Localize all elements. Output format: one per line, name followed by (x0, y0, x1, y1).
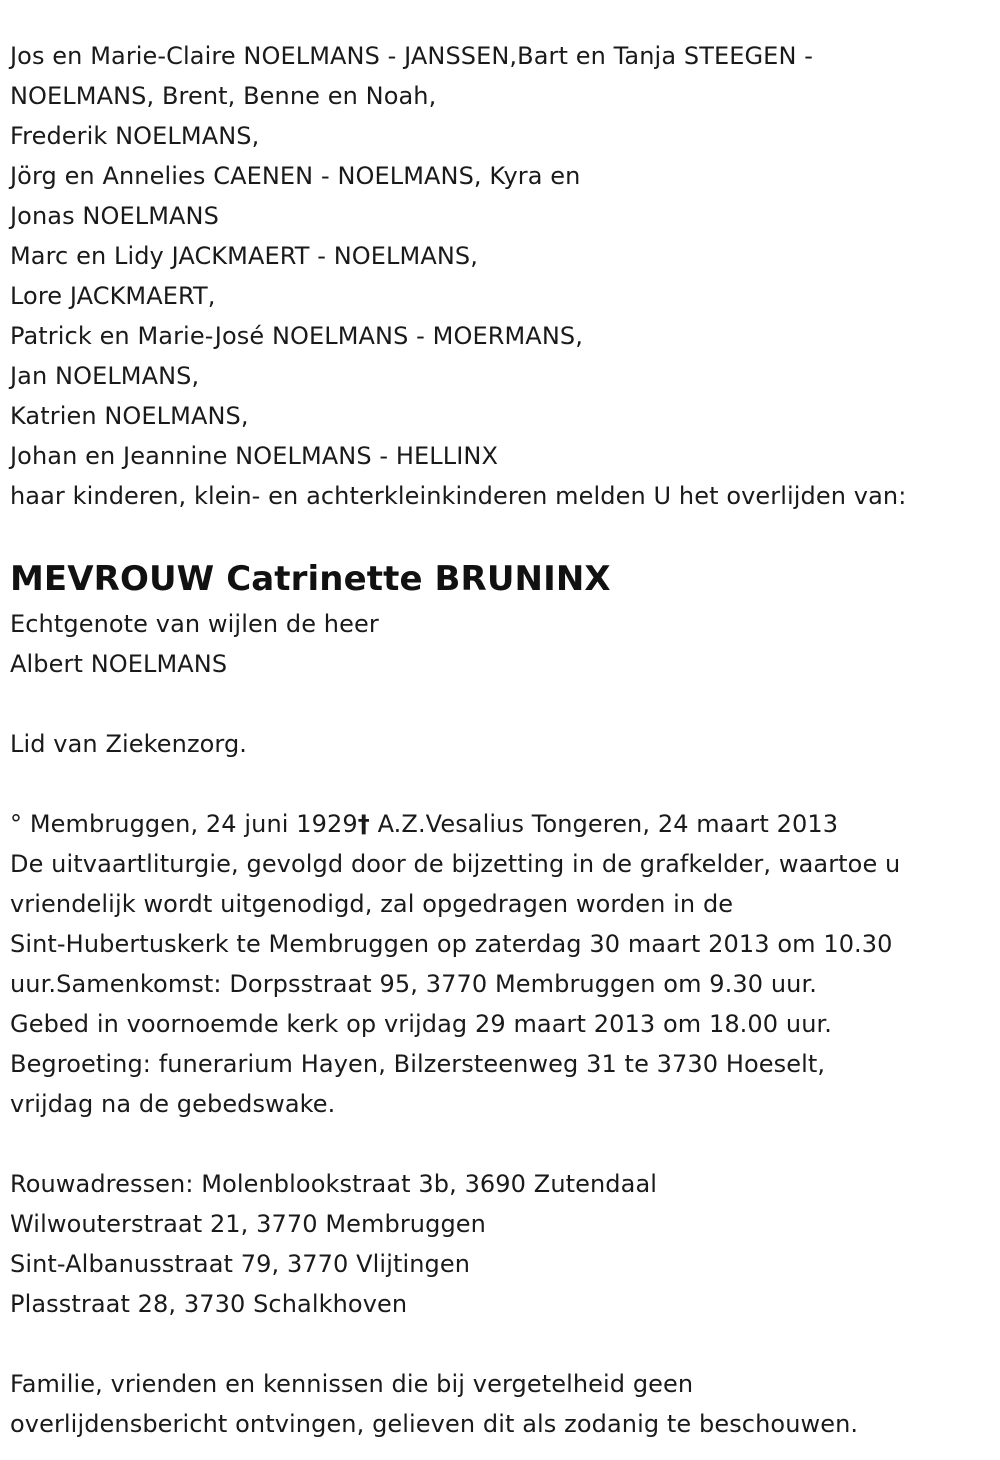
service-line: vrijdag na de gebedswake. (10, 1090, 336, 1118)
spouse-line: Echtgenote van wijlen de heer (10, 610, 379, 638)
service-line: uur.Samenkomst: Dorpsstraat 95, 3770 Membruggen om 9.30 uur. (10, 970, 817, 998)
closing-note (10, 1364, 995, 1444)
announcement-line: haar kinderen, klein- en achterkleinkinderen melden U het overlijden van: (10, 482, 907, 510)
family-line: Johan en Jeannine NOELMANS - HELLINX (10, 442, 499, 470)
death-info: A.Z.Vesalius Tongeren, 24 maart 2013 (369, 810, 839, 838)
spouse-name: Albert NOELMANS (10, 650, 228, 678)
family-line: Jörg en Annelies CAENEN - NOELMANS, Kyra en (10, 162, 581, 190)
family-announcement (10, 36, 995, 516)
family-line: Marc en Lidy JACKMAERT - NOELMANS, (10, 242, 478, 270)
service-line: Sint-Hubertuskerk te Membruggen op zaterdag 30 maart 2013 om 10.30 (10, 930, 893, 958)
family-line: Jonas NOELMANS (10, 202, 219, 230)
birth-info: ° Membruggen, 24 juni 1929 (10, 810, 358, 838)
mourning-addresses (10, 1164, 995, 1324)
family-line: Jan NOELMANS, (10, 362, 200, 390)
family-line: NOELMANS, Brent, Benne en Noah, (10, 82, 437, 110)
deceased-name: MEVROUW Catrinette BRUNINX (10, 559, 611, 599)
service-line: Gebed in voornoemde kerk op vrijdag 29 maart 2013 om 18.00 uur. (10, 1010, 832, 1038)
family-line: Patrick en Marie-José NOELMANS - MOERMANS, (10, 322, 583, 350)
family-line: Jos en Marie-Claire NOELMANS - JANSSEN,Bart en Tanja STEEGEN - (10, 42, 813, 70)
spouse-info (10, 604, 995, 684)
service-line: De uitvaartliturgie, gevolgd door de bijzetting in de grafkelder, waartoe u (10, 850, 901, 878)
family-line: Frederik NOELMANS, (10, 122, 260, 150)
service-line: Begroeting: funerarium Hayen, Bilzersteenweg 31 te 3730 Hoeselt, (10, 1050, 826, 1078)
family-line: Katrien NOELMANS, (10, 402, 249, 430)
address-line: Sint-Albanusstraat 79, 3770 Vlijtingen (10, 1250, 471, 1278)
service-details (10, 844, 995, 1124)
family-line: Lore JACKMAERT, (10, 282, 216, 310)
address-line: Wilwouterstraat 21, 3770 Membruggen (10, 1210, 486, 1238)
spacer (10, 764, 995, 804)
obituary-document (10, 36, 995, 1444)
address-line: Plasstraat 28, 3730 Schalkhoven (10, 1290, 408, 1318)
membership-line: Lid van Ziekenzorg. (10, 730, 248, 758)
address-line: Rouwadressen: Molenblookstraat 3b, 3690 Zutendaal (10, 1170, 658, 1198)
spacer (10, 1324, 995, 1364)
closing-line: overlijdensbericht ontvingen, gelieven dit als zodanig te beschouwen. (10, 1410, 859, 1438)
dates-line (10, 804, 995, 844)
spacer (10, 1124, 995, 1164)
cross-icon: † (357, 810, 370, 838)
closing-line: Familie, vrienden en kennissen die bij vergetelheid geen (10, 1370, 694, 1398)
service-line: vriendelijk wordt uitgenodigd, zal opgedragen worden in de (10, 890, 734, 918)
spacer (10, 684, 995, 724)
